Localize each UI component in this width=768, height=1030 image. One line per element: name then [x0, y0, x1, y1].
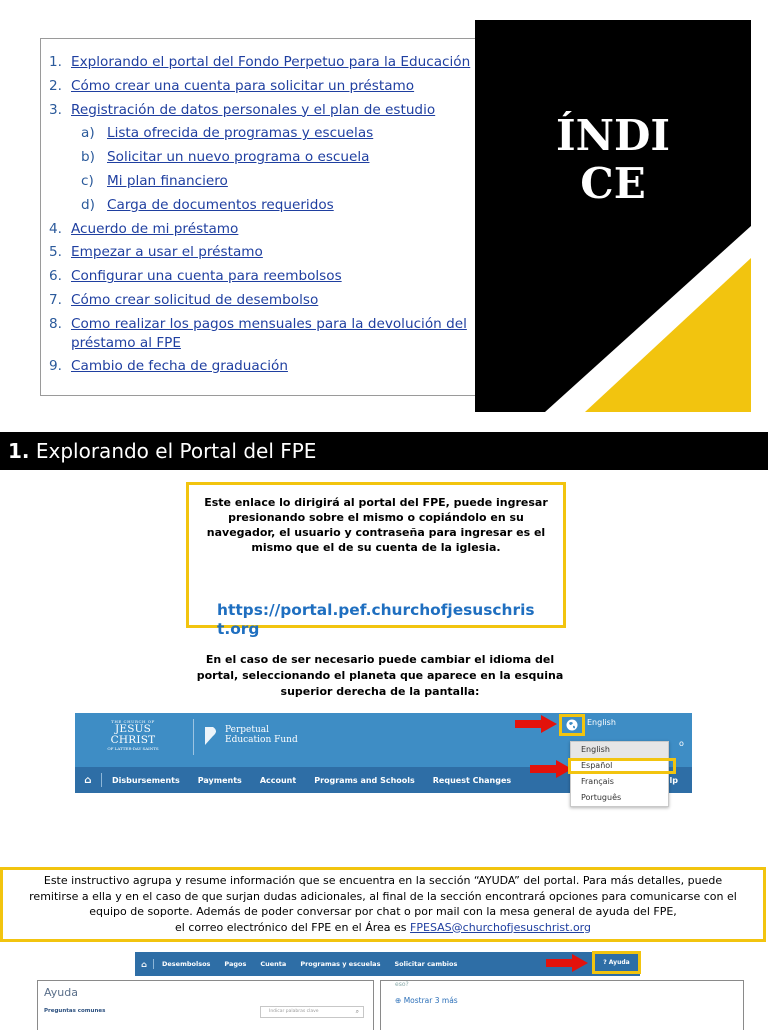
section-title: Explorando el Portal del FPE: [35, 439, 317, 463]
pef-logo-icon: [203, 725, 221, 747]
faq-cut-text: eso?: [395, 981, 409, 988]
help-info-email-prefix: el correo electrónico del FPE en el Área es: [175, 920, 411, 934]
help-panel-title: Ayuda: [44, 986, 78, 999]
nav-separator: [101, 773, 102, 787]
support-email-link[interactable]: FPESAS@churchofjesuschrist.org: [410, 920, 591, 934]
nav-desembolsos[interactable]: Desembolsos: [162, 960, 211, 968]
index-item-link[interactable]: Empezar a usar el préstamo: [71, 244, 263, 261]
index-item-number: 6.: [49, 268, 62, 285]
section-number: 1.: [8, 439, 30, 463]
index-title: [475, 112, 751, 208]
nav-help-fragment[interactable]: lp: [669, 775, 678, 785]
index-item-number: b): [81, 149, 95, 166]
language-note: En el caso de ser necesario puede cambiar el idioma del portal, seleccionando el planeta que aparece en la esquina superior derecha de la pantalla:: [196, 653, 564, 698]
index-item-number: 2.: [49, 77, 62, 94]
callout-text: Este enlace lo dirigirá al portal del FPE, puede ingresar presionando sobre el mismo o copiándolo en su navegador, el usuario y contraseña para ingresar es el mismo que el de su cuenta de la iglesia.: [204, 496, 548, 554]
index-item[interactable]: [49, 218, 480, 242]
nav-programas-y-escuelas[interactable]: Programas y escuelas: [300, 960, 381, 968]
index-item-number: d): [81, 196, 95, 213]
faq-label: Preguntas comunes: [44, 1008, 106, 1014]
nav-payments[interactable]: Payments: [197, 775, 242, 785]
church-logo-line: THE CHURCH OF: [111, 719, 155, 724]
index-item-number: 4.: [49, 220, 62, 237]
portal-link[interactable]: https://portal.pef.churchofjesuschrist.org: [217, 601, 535, 638]
index-item-link[interactable]: Registración de datos personales y el plan de estudio: [71, 101, 436, 118]
index-item-link[interactable]: Lista ofrecida de programas y escuelas: [107, 125, 374, 142]
index-item-number: 5.: [49, 244, 62, 261]
index-item-link[interactable]: Mi plan financiero: [107, 172, 228, 189]
help-info-line: Este instructivo agrupa y resume información que se encuentra en la sección “AYUDA” del portal. Para más detalles, puede: [43, 874, 723, 887]
header-partial-text: o: [679, 739, 684, 748]
index-item[interactable]: [49, 313, 480, 355]
index-item-link[interactable]: Explorando el portal del Fondo Perpetuo para la Educación: [71, 54, 471, 70]
index-title-line: ÍNDI: [555, 111, 671, 160]
search-icon[interactable]: ⌕: [355, 1008, 359, 1015]
index-item-number: 8.: [49, 315, 62, 332]
decorative-triangles: [475, 20, 751, 412]
index-item-number: c): [81, 172, 94, 189]
portal-screenshot: [75, 713, 692, 802]
help-search-input[interactable]: [260, 1006, 364, 1018]
help-button-label: Ayuda: [608, 959, 630, 966]
nav-disbursements[interactable]: Disbursements: [112, 775, 180, 785]
pef-logo-line: Perpetual: [225, 725, 270, 735]
help-faq-panel: [380, 980, 744, 1030]
nav-cuenta[interactable]: Cuenta: [260, 960, 287, 968]
church-logo-line: JESUS CHRIST: [110, 723, 156, 746]
church-logo-line: OF LATTER-DAY SAINTS: [107, 746, 159, 751]
index-item[interactable]: [49, 241, 480, 265]
index-item[interactable]: [49, 265, 480, 289]
index-item-link[interactable]: Solicitar un nuevo programa o escuela: [107, 149, 370, 166]
help-info-text: [3, 870, 763, 935]
index-item-link[interactable]: Cambio de fecha de graduación: [71, 357, 288, 374]
index-item[interactable]: [49, 51, 480, 75]
nav-programs-and-schools[interactable]: Programs and Schools: [314, 775, 415, 785]
red-arrow-icon: [530, 760, 572, 778]
plus-circle-icon: ⊕: [395, 996, 402, 1005]
index-item-link[interactable]: Cómo crear solicitud de desembolso: [71, 291, 319, 308]
nav-solicitar-cambios[interactable]: Solicitar cambios: [394, 960, 458, 968]
home-icon[interactable]: ⌂: [141, 959, 147, 969]
nav-separator: [153, 959, 154, 969]
show-more-link[interactable]: [395, 996, 458, 1005]
search-placeholder: Indicar palabras clave: [269, 1009, 319, 1014]
index-subitem[interactable]: [49, 170, 480, 194]
show-more-label: Mostrar 3 más: [403, 996, 458, 1005]
help-info-line: remitirse a ella y en el caso de que surjan dudas adicionales, al final de la sección encontrará opciones para comunicarse con el: [29, 889, 737, 903]
index-item[interactable]: [49, 355, 480, 379]
language-dropdown: [570, 741, 669, 807]
index-item-number: 9.: [49, 357, 62, 374]
language-globe-button[interactable]: [559, 714, 585, 736]
index-title-line: CE: [580, 159, 646, 208]
nav-account[interactable]: Account: [259, 775, 297, 785]
help-info-callout: [0, 867, 766, 942]
language-option-portugues[interactable]: Português: [581, 793, 622, 802]
language-option-francais[interactable]: Français: [581, 777, 614, 786]
nav-request-changes[interactable]: Request Changes: [432, 775, 512, 785]
globe-icon: [566, 719, 578, 731]
pef-logo-line: Education Fund: [225, 735, 298, 745]
section-header: [0, 432, 768, 470]
index-item-link[interactable]: Cómo crear una cuenta para solicitar un préstamo: [71, 77, 415, 94]
help-button[interactable]: [592, 951, 641, 974]
help-circle-icon: ?: [603, 959, 607, 966]
language-option-english[interactable]: English: [571, 742, 668, 758]
index-subitem[interactable]: [49, 146, 480, 170]
index-item[interactable]: [49, 289, 480, 313]
pef-logo-text: [225, 725, 298, 745]
index-item-number: 7.: [49, 291, 62, 308]
index-list-box: [40, 38, 480, 396]
language-option-espanol[interactable]: Español: [568, 758, 676, 774]
portal-link-callout: [186, 482, 566, 638]
help-info-line: equipo de soporte. Además de poder conversar por chat o por mail con la mesa general de ayuda del FPE,: [89, 905, 677, 918]
index-item-link[interactable]: Configurar una cuenta para reembolsos: [71, 268, 342, 285]
index-item-number: 1.: [49, 54, 62, 70]
index-subitem[interactable]: [49, 194, 480, 218]
index-item-link[interactable]: Como realizar los pagos mensuales para la devolución del préstamo al FPE: [71, 315, 467, 351]
help-info-line: [3, 920, 763, 936]
index-item-number: 3.: [49, 101, 62, 118]
index-title-panel: [475, 20, 751, 412]
index-item-link[interactable]: Carga de documentos requeridos: [107, 196, 334, 213]
red-arrow-icon: [546, 954, 588, 972]
index-item[interactable]: [49, 75, 480, 99]
index-subitem[interactable]: [49, 122, 480, 146]
index-item[interactable]: [49, 99, 480, 123]
help-panel: [37, 980, 374, 1030]
logo-divider: [193, 719, 194, 755]
church-logo: [97, 719, 169, 751]
index-list: [41, 39, 480, 379]
index-item-number: a): [81, 125, 95, 142]
home-icon[interactable]: ⌂: [84, 774, 92, 786]
red-arrow-icon: [515, 715, 557, 733]
nav-pagos[interactable]: Pagos: [224, 960, 247, 968]
current-language-label[interactable]: English: [587, 718, 616, 727]
index-item-link[interactable]: Acuerdo de mi préstamo: [71, 220, 239, 237]
